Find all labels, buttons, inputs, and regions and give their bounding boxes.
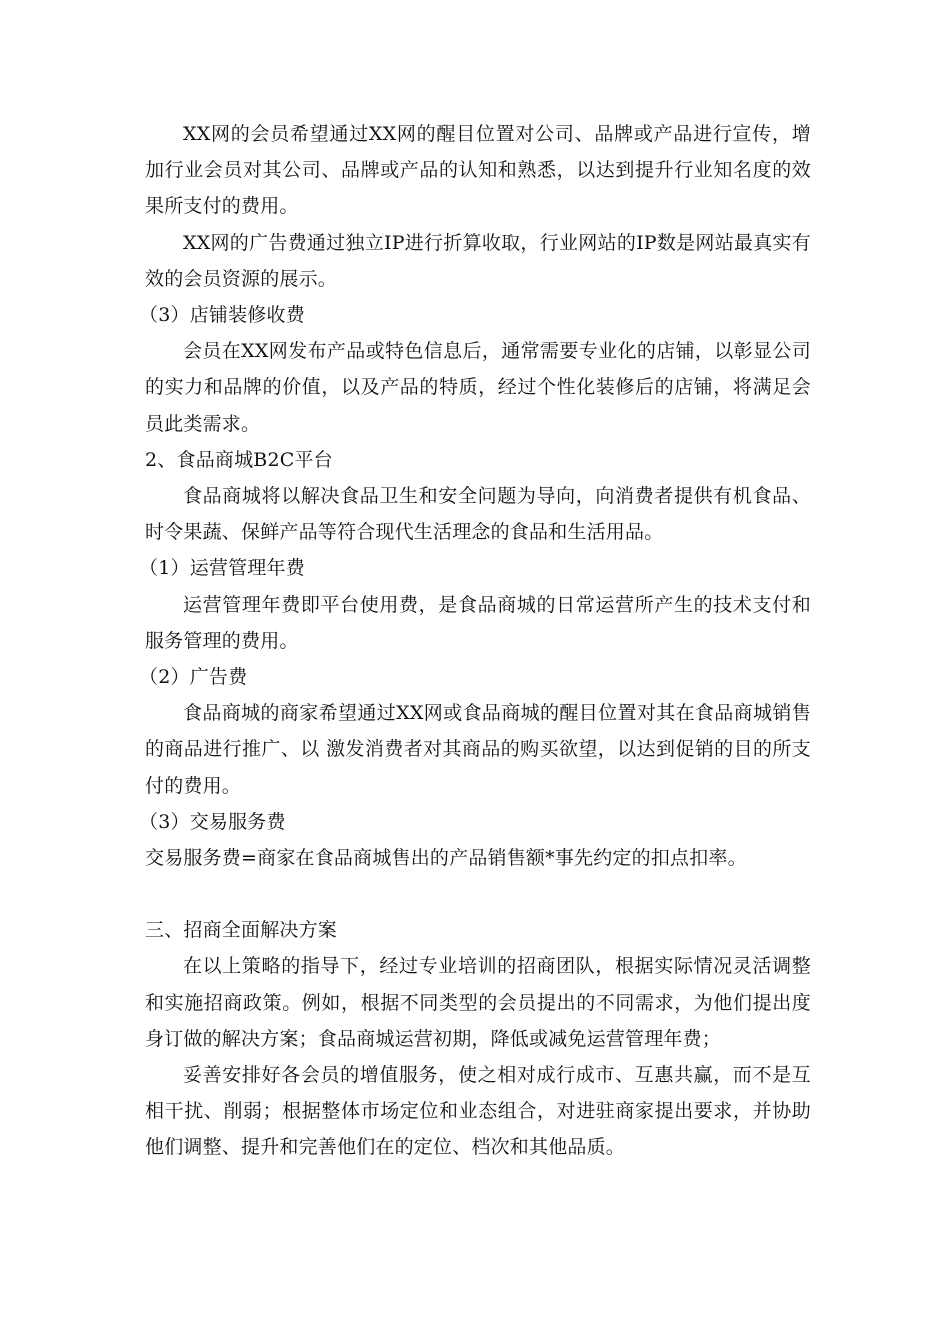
heading-advertising-fee: （2）广告费 [139, 666, 248, 689]
paragraph-ad-fee-ip: XX网的广告费通过独立IP进行折算收取，行业网站的IP数是网站最真实有效的会员资源的展示。 [145, 231, 811, 290]
paragraph-operation-annual-fee: 运营管理年费即平台使用费，是食品商城的日常运营所产生的技术支付和服务管理的费用。 [145, 593, 811, 652]
paragraph-transaction-service-fee: 交易服务费=商家在食品商城售出的产品销售额*事先约定的扣点扣率。 [145, 847, 747, 870]
heading-food-mall-b2c: 2、食品商城B2C平台 [145, 448, 333, 471]
heading-investment-solution: 三、招商全面解决方案 [145, 919, 338, 942]
heading-operation-annual-fee: （1）运营管理年费 [139, 557, 305, 580]
paragraph-member-promotion: XX网的会员希望通过XX网的醒目位置对公司、品牌或产品进行宣传，增加行业会员对其公司、品牌或产品的认知和熟悉，以达到提升行业知名度的效果所支付的费用。 [145, 123, 811, 218]
heading-shop-decoration-fee: （3）店铺装修收费 [139, 304, 305, 327]
heading-transaction-service-fee: （3）交易服务费 [139, 810, 286, 833]
paragraph-value-added-services: 妥善安排好各会员的增值服务，使之相对成行成市、互惠共赢，而不是互相干扰、削弱；根据整体市场定位和业态组合，对进驻商家提出要求，并协助他们调整、提升和完善他们在的定位、档次和其他品质。 [145, 1064, 811, 1159]
paragraph-investment-strategy: 在以上策略的指导下，经过专业培训的招商团队，根据实际情况灵活调整和实施招商政策。例如，根据不同类型的会员提出的不同需求，为他们提出度身订做的解决方案；食品商城运营初期，降低或减免运营管理年费； [145, 955, 811, 1050]
paragraph-advertising-fee: 食品商城的商家希望通过XX网或食品商城的醒目位置对其在食品商城销售的商品进行推广、以 激发消费者对其商品的购买欲望，以达到促销的目的所支付的费用。 [145, 702, 811, 797]
paragraph-food-mall-intro: 食品商城将以解决食品卫生和安全问题为导向，向消费者提供有机食品、时令果蔬、保鲜产品等符合现代生活理念的食品和生活用品。 [145, 485, 811, 544]
paragraph-shop-decoration: 会员在XX网发布产品或特色信息后，通常需要专业化的店铺，以彰显公司的实力和品牌的价值，以及产品的特质，经过个性化装修后的店铺，将满足会员此类需求。 [145, 340, 811, 435]
document-body [139, 116, 811, 1166]
section-spacer [145, 876, 811, 912]
